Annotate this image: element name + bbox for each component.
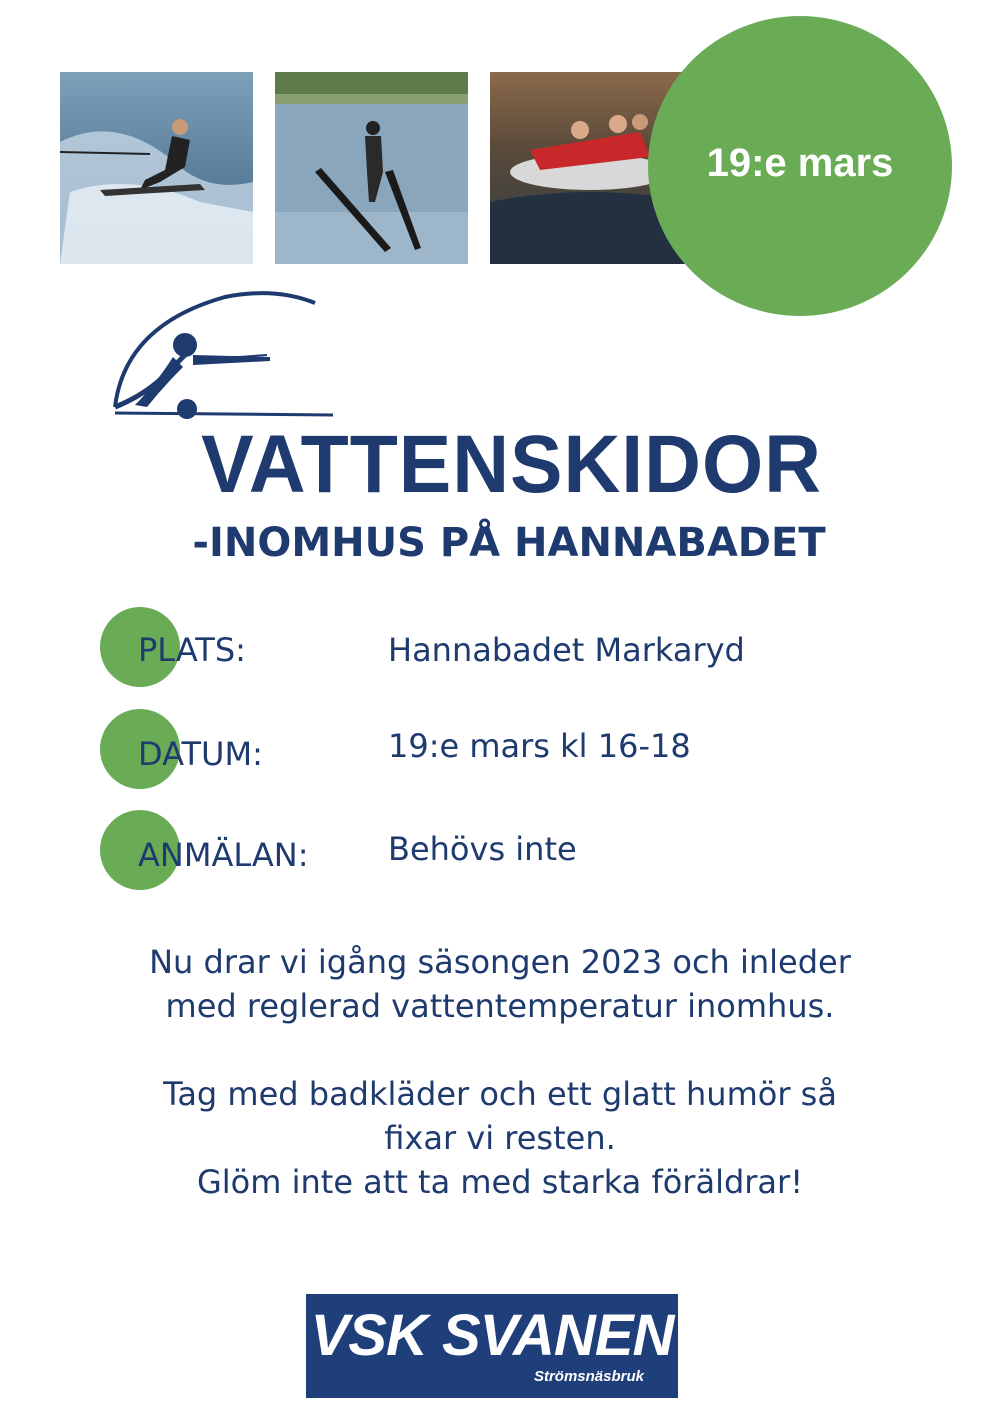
- datum-value: 19:e mars kl 16-18: [388, 727, 691, 765]
- body-line: fixar vi resten.: [384, 1119, 616, 1157]
- waterski-photo-2: [275, 72, 468, 264]
- plats-label: PLATS:: [138, 631, 246, 669]
- waterski-logo-icon: [105, 285, 340, 420]
- plats-value: Hannabadet Markaryd: [388, 631, 745, 669]
- club-logo: [306, 1294, 678, 1398]
- body-paragraph-1: [0, 940, 1000, 1028]
- waterski-photo-1: [60, 72, 253, 264]
- club-name: VSK SVANEN: [310, 1303, 674, 1368]
- date-badge-text: 19:e mars: [706, 140, 894, 185]
- club-location: Strömsnäsbruk: [533, 1368, 644, 1385]
- datum-label: DATUM:: [138, 735, 263, 773]
- body-line: Glöm inte att ta med starka föräldrar!: [196, 1163, 804, 1201]
- anmalan-label: ANMÄLAN:: [138, 836, 309, 874]
- body-line: Tag med badkläder och ett glatt humör så: [163, 1075, 837, 1113]
- anmalan-value: Behövs inte: [388, 830, 577, 868]
- info-row-datum: [0, 707, 1000, 797]
- info-row-plats: [0, 605, 1000, 695]
- body-line: med reglerad vattentemperatur inomhus.: [165, 987, 835, 1025]
- page-title: VATTENSKIDOR: [201, 419, 822, 510]
- page-subtitle: -INOMHUS PÅ HANNABADET: [192, 520, 826, 566]
- body-paragraph-2: [0, 1072, 1000, 1204]
- date-badge: [648, 16, 952, 316]
- body-line: Nu drar vi igång säsongen 2023 och inleder: [149, 943, 851, 981]
- info-row-anmalan: [0, 808, 1000, 898]
